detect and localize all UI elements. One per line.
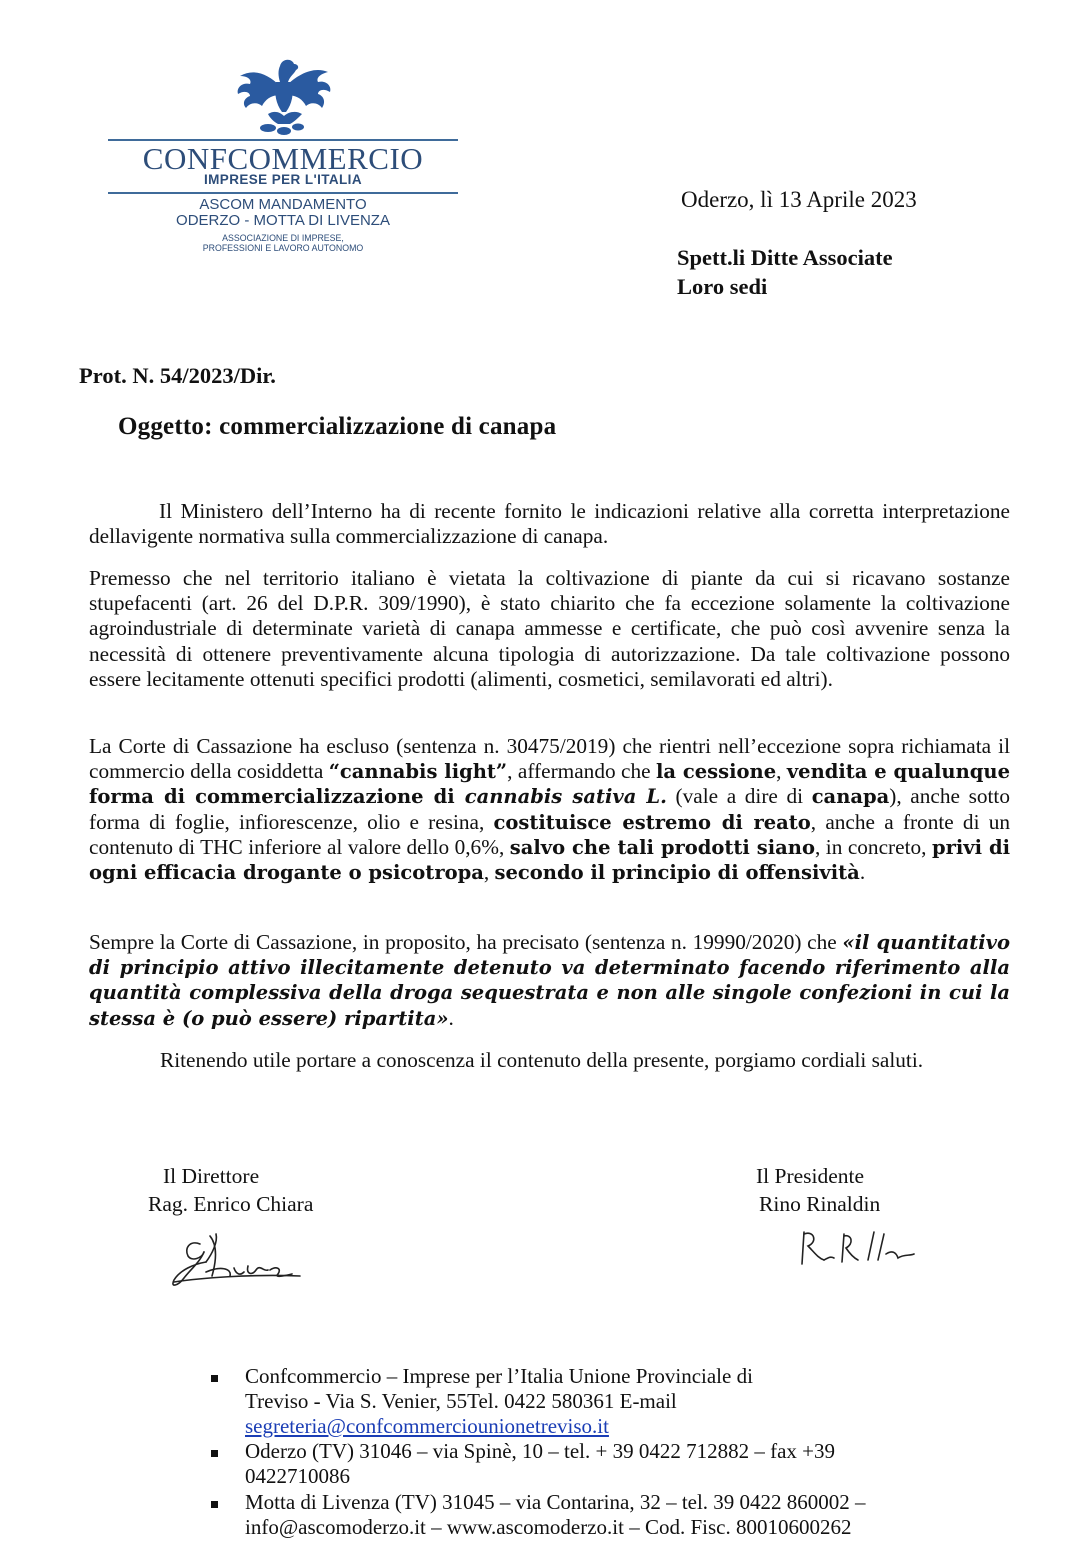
p4-text: Sempre la Corte di Cassazione, in proposito, ha precisato (sentenza n. 19990/2020) che [89, 930, 843, 954]
paragraph-1 [89, 499, 1010, 549]
place-date: Oderzo, lì 13 Aprile 2023 [681, 187, 917, 212]
protocol-number: Prot. N. 54/2023/Dir. [79, 363, 276, 388]
footer-line: info@ascomoderzo.it – www.ascomoderzo.it – Cod. Fisc. 80010600262 [245, 1515, 852, 1539]
footer-line: Confcommercio – Imprese per l’Italia Unione Provinciale di [245, 1364, 753, 1388]
director-title: Il Direttore [163, 1164, 260, 1188]
association-line-2: PROFESSIONI E LAVORO AUTONOMO [202, 243, 364, 253]
paragraph-4 [89, 930, 1010, 1031]
president-name: Rino Rinaldin [759, 1192, 881, 1216]
p3-bold: canapa [811, 785, 890, 809]
bullet-icon [211, 1501, 218, 1508]
p3-bold: la cessione [655, 760, 777, 784]
p3-text: ), anche sotto forma di foglie, infiorescenze, olio e resina, [89, 784, 1010, 834]
p3-text: (vale a dire di [666, 784, 812, 809]
p3-text: , [776, 759, 787, 784]
president-signature [794, 1224, 920, 1272]
recipient-line-2: Loro sedi [677, 274, 768, 299]
p3-bold: privi di ogni efficacia drogante o psicotropa [89, 835, 1010, 885]
p3-bold: salvo che tali prodotti siano [509, 835, 815, 859]
p3-text: , affermando che [507, 759, 656, 784]
brand-tagline: IMPRESE PER L'ITALIA [204, 172, 362, 187]
p4-text: . [448, 1005, 454, 1030]
footer-line: Oderzo (TV) 31046 – via Spinè, 10 – tel. + 39 0422 712882 – fax +39 [245, 1439, 836, 1463]
footer-line: 0422710086 [245, 1464, 350, 1488]
paragraph-1-text: Il Ministero dell’Interno ha di recente fornito le indicazioni relative alla corretta interpretazione dellavigente normativa sulla commercializzazione di canapa. [89, 499, 1010, 549]
bullet-icon [211, 1450, 218, 1457]
letterhead-rule-bottom [108, 192, 458, 194]
closing-paragraph: Ritenendo utile portare a conoscenza il contenuto della presente, porgiamo cordiali saluti. [160, 1048, 924, 1072]
paragraph-3 [89, 734, 1010, 885]
paragraph-2: Premesso che nel territorio italiano è vietata la coltivazione di piante da cui si ricavano sostanze stupefacenti (art. 26 del D.P.R. 309/1990), è stato chiarito che fa eccezione solamente la coltivazione agroindustriale di determinate varietà di canapa ammesse e certificate, che può così avvenire senza la necessità di ottenere preventivamente alcuna tipologia di autorizzazione. Da tale coltivazione possono essere lecitamente ottenuti specifici prodotti (alimenti, cosmetici, semilavorati ed altri). [89, 566, 1010, 691]
p3-text: , [483, 860, 495, 885]
brand-name: CONFCOMMERCIO [142, 141, 424, 176]
footer-line: Motta di Livenza (TV) 31045 – via Contarina, 32 – tel. 39 0422 860002 – [245, 1490, 866, 1514]
p3-text: . [859, 860, 866, 885]
office-name-line-2: ODERZO - MOTTA DI LIVENZA [176, 212, 390, 229]
association-line-1: ASSOCIAZIONE DI IMPRESE, [222, 233, 344, 243]
director-signature [160, 1222, 310, 1296]
subject-line: Oggetto: commercializzazione di canapa [118, 413, 557, 440]
director-name: Rag. Enrico Chiara [148, 1192, 314, 1216]
footer-email-row [245, 1414, 609, 1439]
p3-text: , anche a fronte di un contenuto di THC inferiore al valore dello 0,6%, [89, 809, 1010, 859]
p3-bold: secondo il principio di offensività [494, 861, 860, 885]
p3-text: , in concreto, [814, 834, 932, 859]
p3-bold: costituisce estremo di reato [493, 810, 811, 834]
court-quote: «il quantitativo di principio attivo illecitamente detenuto va determinato facendo riferimento alla quantità complessiva della droga sequestrata e non alle singole confezioni in cui la stessa è (o può essere) ripartita» [89, 931, 1010, 1030]
bullet-icon [211, 1375, 218, 1382]
email-link[interactable]: segreteria@confcommerciounionetreviso.it [245, 1414, 609, 1438]
p3-text: La Corte di Cassazione ha escluso (sentenza n. 30475/2019) che rientri nell’eccezione sopra richiamata il commercio della cosiddetta [89, 734, 1010, 784]
p3-bold: vendita e qualunque forma di commercializzazione di [89, 760, 1010, 809]
p3-bold: “cannabis light” [328, 760, 508, 784]
eagle-icon [228, 52, 338, 138]
footer-line: Treviso - Via S. Venier, 55Tel. 0422 580361 E-mail [245, 1389, 677, 1413]
president-title: Il Presidente [756, 1164, 865, 1188]
recipient-line-1: Spett.li Ditte Associate [677, 245, 893, 270]
office-name-line-1: ASCOM MANDAMENTO [199, 196, 367, 213]
p3-bold-italic: cannabis sativa L. [464, 785, 667, 809]
